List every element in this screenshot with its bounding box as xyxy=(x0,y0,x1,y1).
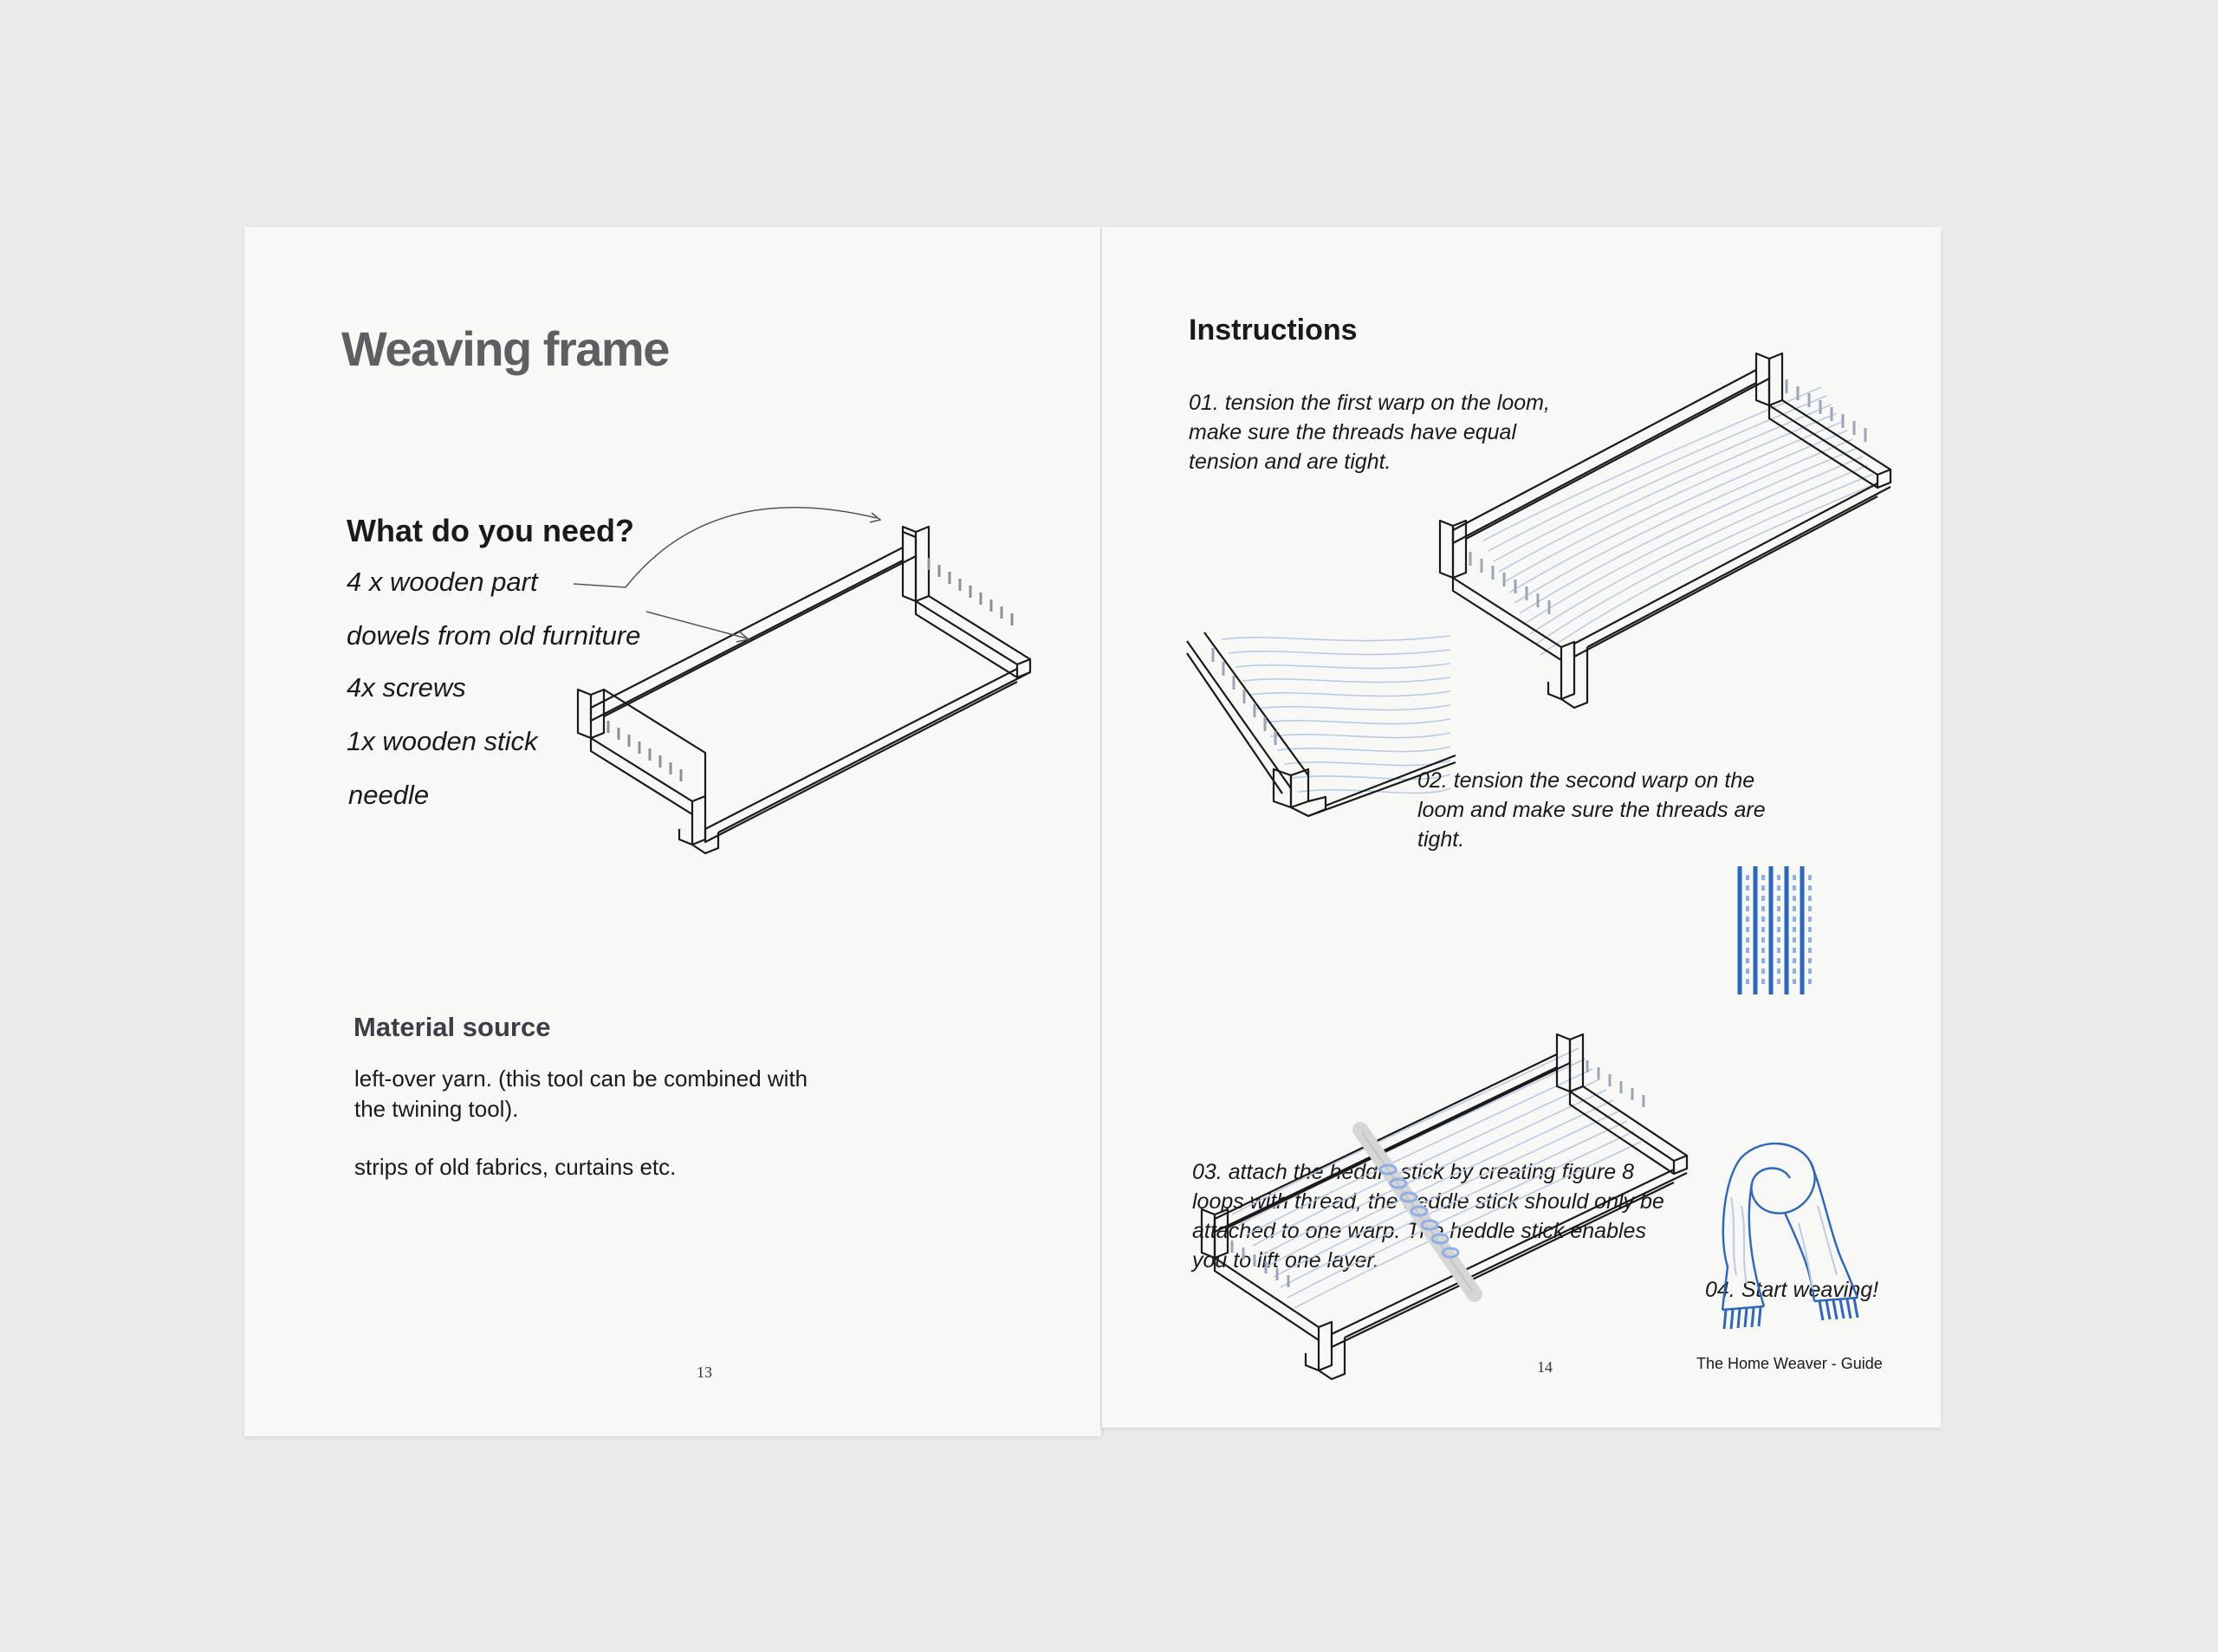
need-item-dowels: dowels from old furniture xyxy=(347,620,641,651)
material-text-fabrics: strips of old fabrics, curtains etc. xyxy=(354,1154,677,1180)
page-title: Weaving frame xyxy=(341,321,669,376)
step-2-text: 02. tension the second warp on the loom and make sure the threads are tight. xyxy=(1417,768,1766,852)
scarf-illustration xyxy=(1702,1137,1866,1344)
need-item-needle: needle xyxy=(348,780,430,810)
instructions-heading: Instructions xyxy=(1189,314,1358,347)
guide-footer: The Home Weaver - Guide xyxy=(1696,1355,1883,1372)
need-heading: What do you need? xyxy=(347,513,634,548)
left-page xyxy=(244,227,1100,1436)
right-page xyxy=(1102,227,1941,1428)
step-1-text: 01. tension the first warp on the loom, make sure the threads have equal tension and are tight. xyxy=(1189,391,1550,474)
need-item-wooden-part: 4 x wooden part xyxy=(347,567,538,597)
step-3-text: 03. attach the heddle stick by creating figure 8 loops with thread, the heddle stick should only be attached to one warp. The heddle stick enables you to lift one layer. xyxy=(1192,1160,1664,1273)
need-item-screws: 4x screws xyxy=(347,672,466,703)
material-heading: Material source xyxy=(353,1012,551,1042)
page-number-left: 13 xyxy=(697,1364,712,1381)
page-number-right: 14 xyxy=(1537,1358,1553,1376)
material-text-yarn: left-over yarn. (this tool can be combined with the twining tool). xyxy=(354,1066,808,1122)
step-4-text: 04. Start weaving! xyxy=(1705,1278,1879,1302)
weaving-frame-illustration xyxy=(244,227,1100,1436)
need-item-stick: 1x wooden stick xyxy=(347,726,538,756)
